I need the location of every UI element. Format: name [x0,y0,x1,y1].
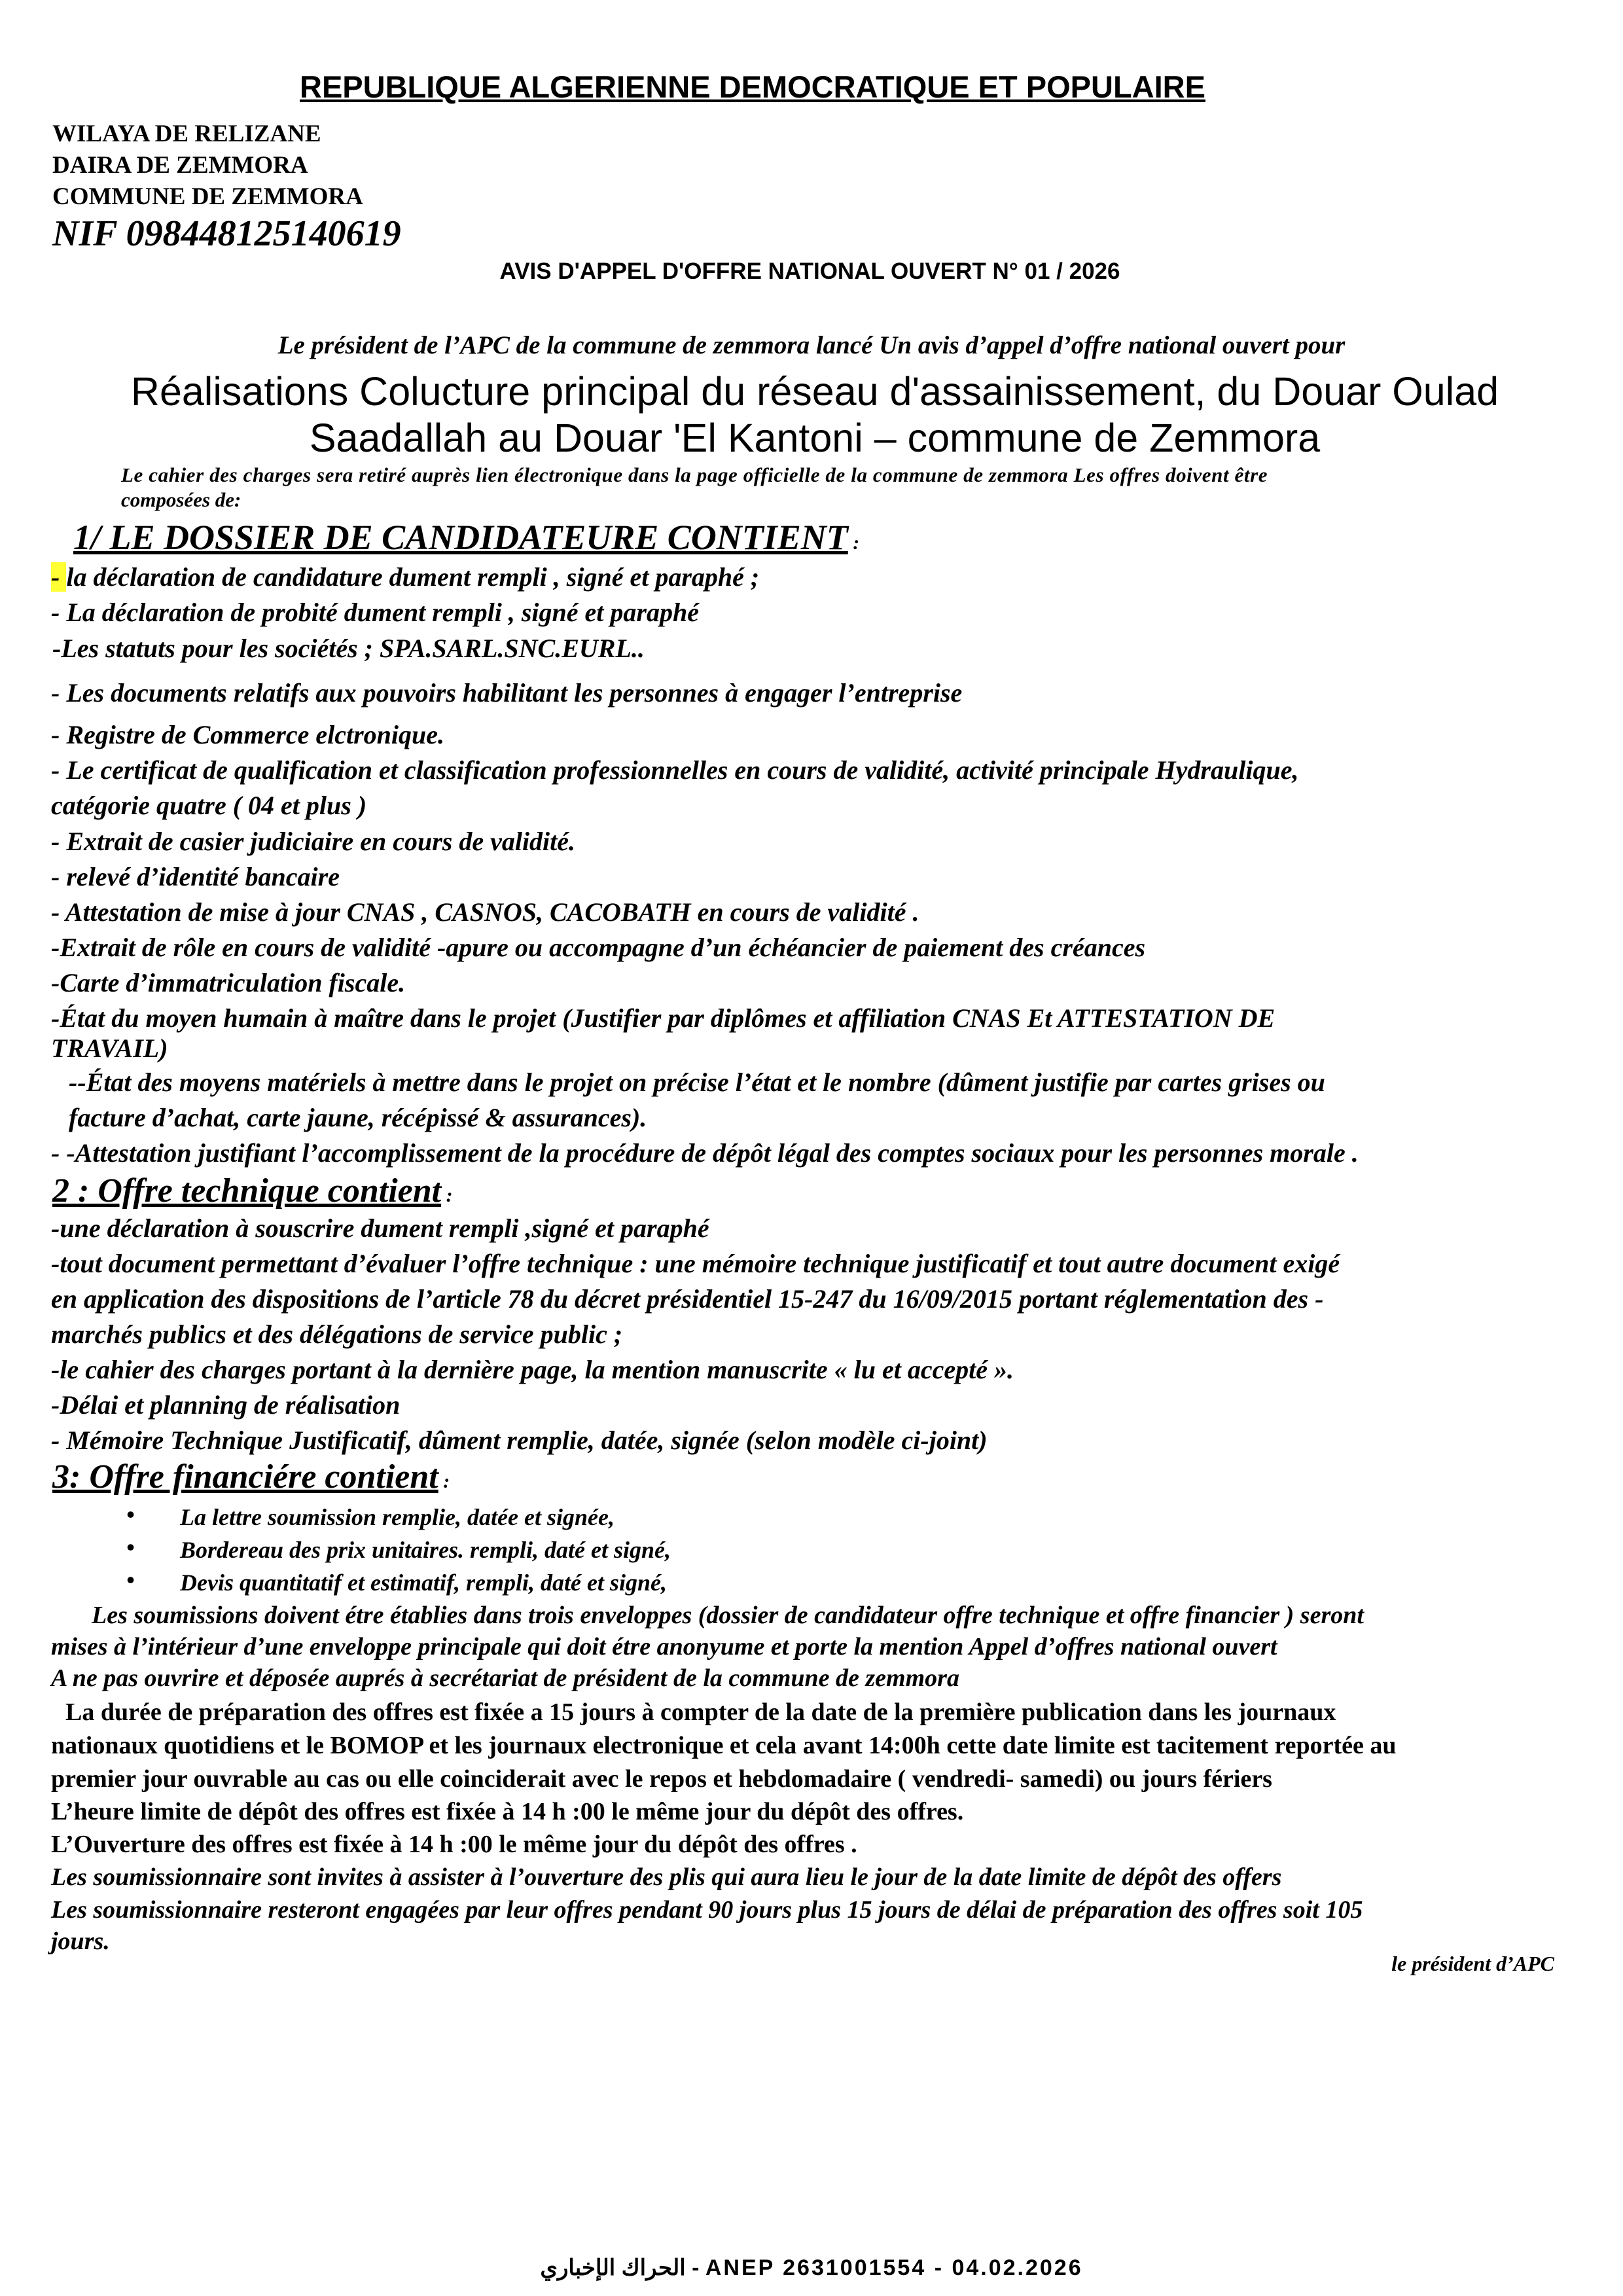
bullet-item: • Devis quantitatif et estimatif, rempli, daté et signé, [126,1567,667,1596]
section2-title-text: 2 : Offre technique contient [52,1172,442,1210]
duration-line1: La durée de préparation des offres est fixée a 15 jours à compter de la date de la première publication dans les journaux [65,1698,1336,1726]
nif-number: NIF 098448125140619 [52,213,401,254]
list-item: - Le certificat de qualification et classification professionnelles en cours de validité, activité principale Hydraulique, [51,755,1299,785]
bullet-icon: • [126,1501,135,1528]
section3-title-colon: : [438,1471,450,1492]
duration-line4: L’heure limite de dépôt des offres est fixée à 14 h :00 le même jour du dépôt des offres. [51,1798,964,1825]
envelope-line2: mises à l’intérieur d’une enveloppe principale qui doit étre anonyume et porte la mention Appel d’offres national ouvert [51,1633,1277,1660]
list-item: -Carte d’immatriculation fiscale. [51,968,406,997]
bullet-icon: • [126,1534,135,1560]
list-item: -tout document permettant d’évaluer l’offre technique : une mémoire technique justificatif et tout autre document exigé [51,1249,1340,1278]
section3-title-text: 3: Offre financiére contient [52,1458,438,1496]
list-item: catégorie quatre ( 04 et plus ) [51,791,367,820]
list-item: marchés publics et des délégations de service public ; [51,1319,623,1349]
daira-line: DAIRA DE ZEMMORA [52,152,308,179]
closing-line3: jours. [51,1928,110,1955]
list-item: - Mémoire Technique Justificatif, dûment remplie, datée, signée (selon modèle ci-joint) [51,1426,988,1455]
list-item: - La déclaration de probité dument rempli , signé et paraphé [51,598,699,627]
section2-title-colon: : [441,1185,453,1206]
closing-line2: Les soumissionnaire resteront engagées par leur offres pendant 90 jours plus 15 jours de délai de préparation des offres soit 105 [51,1896,1363,1924]
list-item: -Les statuts pour les sociétés ; SPA.SARL.SNC.EURL.. [52,634,645,663]
list-item: -Extrait de rôle en cours de validité -apure ou accompagne d’un échéancier de paiement des créances [51,933,1146,962]
wilaya-line: WILAYA DE RELIZANE [52,120,321,147]
closing-line1: Les soumissionnaire sont invites à assister à l’ouverture des plis qui aura lieu le jour de la date limite de dépôt des offers [51,1863,1282,1891]
section1-title-text: 1/ LE DOSSIER DE CANDIDATEURE CONTIENT [73,518,848,557]
envelope-line3: A ne pas ouvrire et déposée auprés à secrétariat de président de la commune de zemmora [51,1664,959,1692]
bullet-item: • La lettre soumission remplie, datée et signée, [126,1501,615,1530]
list-item: TRAVAIL) [51,1033,168,1063]
list-item: --État des moyens matériels à mettre dans le projet on précise l’état et le nombre (dûment justifie par cartes grises ou [69,1067,1325,1097]
list-item: - -Attestation justifiant l’accomplissement de la procédure de dépôt légal des comptes sociaux pour les personnes morale . [51,1138,1359,1168]
section1-title [73,517,859,558]
cahier-line1: Le cahier des charges sera retiré auprès lien électronique dans la page officielle de la commune de zemmora Les offres doivent être [121,463,1268,486]
footer-reference: الحراك الإخباري - ANEP 2631001554 - 04.02.2026 [540,2255,1083,2280]
list-item: - Registre de Commerce elctronique. [51,720,445,749]
section2-title [52,1172,453,1210]
list-item: - la déclaration de candidature dument rempli , signé et paraphé ; [51,562,760,592]
duration-line5: L’Ouverture des offres est fixée à 14 h :00 le même jour du dépôt des offres . [51,1831,857,1858]
section3-title [52,1458,450,1496]
list-item: -le cahier des charges portant à la dernière page, la mention manuscrite « lu et accepté ». [51,1355,1014,1384]
highlight-marker: - [51,562,67,592]
list-item: - Les documents relatifs aux pouvoirs habilitant les personnes à engager l’entreprise [51,678,963,708]
list-item: - relevé d’identité bancaire [51,862,340,891]
project-title-line2: Saadallah au Douar 'El Kantoni – commune de Zemmora [309,416,1321,460]
section1-title-colon: : [847,532,860,554]
envelope-line1: Les soumissions doivent étre établies dans trois enveloppes (dossier de candidateur offre technique et offre financier ) seront [92,1602,1364,1629]
list-item: en application des dispositions de l’article 78 du décret présidentiel 15-247 du 16/09/2015 portant réglementation des - [51,1284,1324,1314]
commune-line: COMMUNE DE ZEMMORA [52,183,363,210]
list-item: -une déclaration à souscrire dument rempli ,signé et paraphé [51,1213,709,1243]
list-item: - Extrait de casier judiciaire en cours de validité. [51,827,576,856]
intro-line: Le président de l’APC de la commune de zemmora lancé Un avis d’appel d’offre national ouvert pour [277,331,1346,359]
republic-title: REPUBLIQUE ALGERIENNE DEMOCRATIQUE ET POPULAIRE [300,69,1205,104]
signature-label: le président d’APC [1391,1952,1554,1975]
list-item: -Délai et planning de réalisation [51,1390,401,1420]
bullet-item: • Bordereau des prix unitaires. rempli, daté et signé, [126,1534,671,1563]
duration-line2: nationaux quotidiens et le BOMOP et les journaux electronique et cela avant 14:00h cette date limite est tacitement reportée au [51,1732,1397,1759]
list-item: -État du moyen humain à maître dans le projet (Justifier par diplômes et affiliation CNAS Et ATTESTATION DE [51,1003,1275,1033]
list-item: - Attestation de mise à jour CNAS , CASNOS, CACOBATH en cours de validité . [51,897,919,927]
bullet-icon: • [126,1567,135,1593]
duration-line3: premier jour ouvrable au cas ou elle coinciderait avec le repos et hebdomadaire ( vendredi- samedi) ou jours fériers [51,1765,1272,1793]
project-title-line1: Réalisations Colucture principal du réseau d'assainissement, du Douar Oulad [130,369,1499,414]
avis-heading: AVIS D'APPEL D'OFFRE NATIONAL OUVERT N° 01 / 2026 [499,259,1120,284]
list-item: facture d’achat, carte jaune, récépissé & assurances). [69,1103,647,1132]
cahier-line2: composées de: [121,488,241,511]
